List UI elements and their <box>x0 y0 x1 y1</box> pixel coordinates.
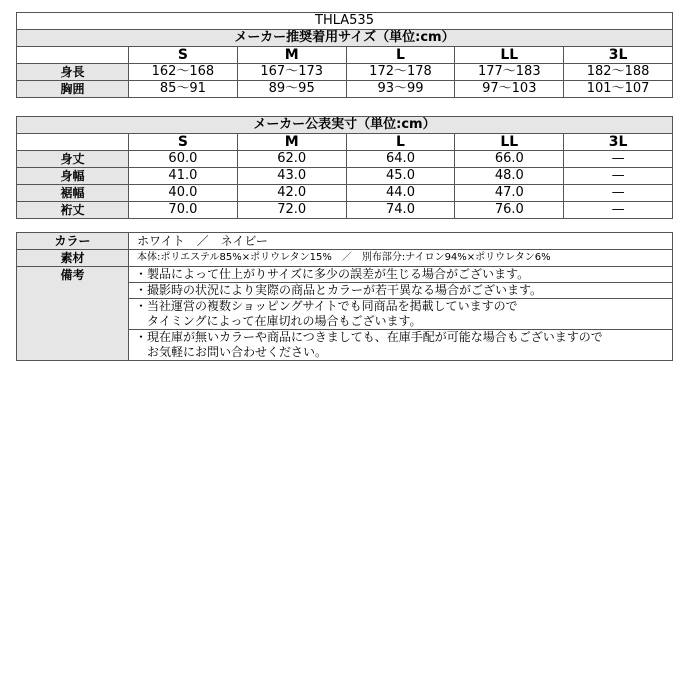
table-cell: 70.0 <box>129 202 238 219</box>
size-label: M <box>237 47 346 64</box>
material-value: 本体:ポリエステル85%×ポリウレタン15% ／ 別布部分:ナイロン94%×ポリウレタン6% <box>129 250 673 267</box>
table-row <box>17 202 673 219</box>
table-cell: 41.0 <box>129 168 238 185</box>
table-cell: 172〜178 <box>346 64 455 81</box>
table-cell: 76.0 <box>455 202 564 219</box>
size-label: S <box>129 47 238 64</box>
color-label: カラー <box>17 233 129 250</box>
table-cell: 45.0 <box>346 168 455 185</box>
note-cell <box>129 299 673 330</box>
notes-label: 備考 <box>17 267 129 361</box>
note-cell <box>129 267 673 283</box>
table-row <box>17 168 673 185</box>
size-label: LL <box>455 47 564 64</box>
size-label: M <box>237 134 346 151</box>
table-cell: — <box>564 185 673 202</box>
table-cell: 101〜107 <box>564 81 673 98</box>
row-label: 身長 <box>17 64 129 81</box>
table-cell: 72.0 <box>237 202 346 219</box>
table-cell: — <box>564 151 673 168</box>
table-cell: 162〜168 <box>129 64 238 81</box>
table-cell: 64.0 <box>346 151 455 168</box>
actual-size-table <box>16 116 673 219</box>
table-cell: — <box>564 168 673 185</box>
size-header-row <box>17 47 673 64</box>
table-cell: 97〜103 <box>455 81 564 98</box>
table-cell: 62.0 <box>237 151 346 168</box>
size-label: 3L <box>564 47 673 64</box>
table-cell: 177〜183 <box>455 64 564 81</box>
row-label: 胸囲 <box>17 81 129 98</box>
table-row <box>17 151 673 168</box>
table-cell: 167〜173 <box>237 64 346 81</box>
table-cell: 93〜99 <box>346 81 455 98</box>
material-label: 素材 <box>17 250 129 267</box>
note-cell <box>129 330 673 361</box>
note-line: ・撮影時の状況により実際の商品とカラーが若干異なる場合がございます。 <box>135 283 543 297</box>
table-cell: 66.0 <box>455 151 564 168</box>
table-row <box>17 81 673 98</box>
table-cell: 182〜188 <box>564 64 673 81</box>
note-line: お気軽にお問い合わせください。 <box>135 345 328 359</box>
color-row <box>17 233 673 250</box>
size-label: LL <box>455 134 564 151</box>
color-value: ホワイト ／ ネイビー <box>129 233 673 250</box>
table-cell: 47.0 <box>455 185 564 202</box>
size-label: L <box>346 134 455 151</box>
row-label: 身丈 <box>17 151 129 168</box>
table-row <box>17 64 673 81</box>
row-label: 裄丈 <box>17 202 129 219</box>
table-cell: 44.0 <box>346 185 455 202</box>
table-cell: 89〜95 <box>237 81 346 98</box>
table-cell: 85〜91 <box>129 81 238 98</box>
note-line: ・現在庫が無いカラーや商品につきましても、在庫手配が可能な場合もございますので <box>135 330 603 344</box>
note-line: ・製品によって仕上がりサイズに多少の誤差が生じる場合がございます。 <box>135 267 530 281</box>
note-line: ・当社運営の複数ショッピングサイトでも同商品を掲載していますので <box>135 299 518 313</box>
table-row <box>17 185 673 202</box>
blank-cell <box>17 134 129 151</box>
table-cell: 74.0 <box>346 202 455 219</box>
note-row <box>17 267 673 283</box>
note-cell <box>129 283 673 299</box>
material-row <box>17 250 673 267</box>
size-label: 3L <box>564 134 673 151</box>
size-label: L <box>346 47 455 64</box>
recommended-heading: メーカー推奨着用サイズ（単位:cm） <box>17 30 673 47</box>
size-header-row <box>17 134 673 151</box>
table-cell: 40.0 <box>129 185 238 202</box>
table-cell: 43.0 <box>237 168 346 185</box>
product-code: THLA535 <box>17 13 673 30</box>
actual-heading: メーカー公表実寸（単位:cm） <box>17 117 673 134</box>
table-cell: 48.0 <box>455 168 564 185</box>
note-line: タイミングによって在庫切れの場合もございます。 <box>135 314 422 328</box>
table-cell: — <box>564 202 673 219</box>
blank-cell <box>17 47 129 64</box>
recommended-size-table <box>16 12 673 98</box>
product-info-table <box>16 232 673 361</box>
row-label: 裾幅 <box>17 185 129 202</box>
table-cell: 60.0 <box>129 151 238 168</box>
size-label: S <box>129 134 238 151</box>
row-label: 身幅 <box>17 168 129 185</box>
table-cell: 42.0 <box>237 185 346 202</box>
